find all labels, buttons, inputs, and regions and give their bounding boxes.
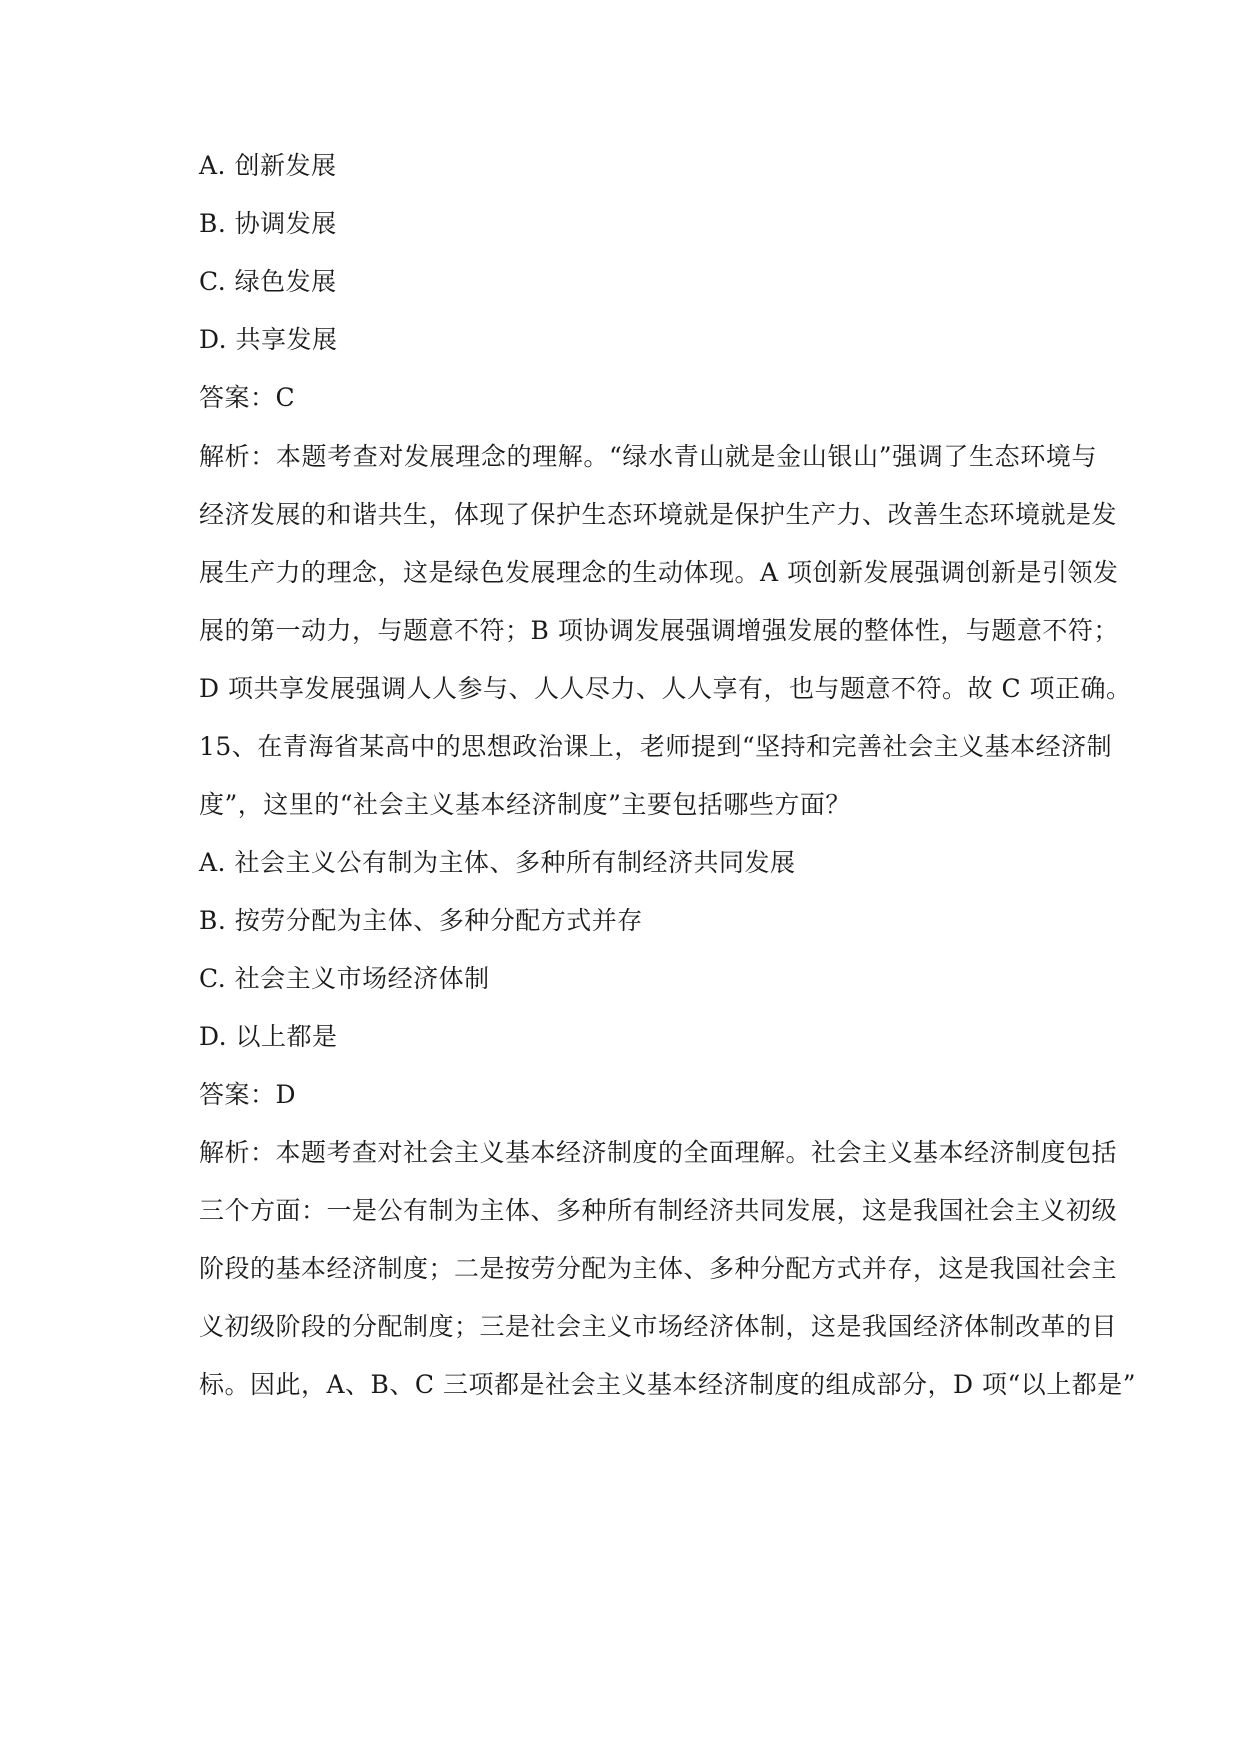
q15-option-a: A. 社会主义公有制为主体、多种所有制经济共同发展 <box>199 848 796 877</box>
q14-analysis-line: 展生产力的理念，这是绿色发展理念的生动体现。A 项创新发展强调创新是引领发 <box>199 558 1119 587</box>
q15-question-line: 度”，这里的“社会主义基本经济制度”主要包括哪些方面？ <box>199 790 851 819</box>
q15-option-c: C. 社会主义市场经济体制 <box>199 964 490 993</box>
q14-analysis-line: 解析：本题考查对发展理念的理解。“绿水青山就是金山银山”强调了生态环境与 <box>199 442 1097 471</box>
q15-analysis-line: 标。因此，A、B、C 三项都是社会主义基本经济制度的组成部分，D 项“以上都是” <box>199 1370 1137 1399</box>
q15-analysis-line: 义初级阶段的分配制度；三是社会主义市场经济体制，这是我国经济体制改革的目 <box>199 1312 1118 1341</box>
q15-answer: 答案：D <box>199 1080 297 1109</box>
q15-option-d: D. 以上都是 <box>199 1022 338 1051</box>
q15-analysis-line: 三个方面：一是公有制为主体、多种所有制经济共同发展，这是我国社会主义初级 <box>199 1196 1118 1225</box>
q14-option-b: B. 协调发展 <box>199 209 337 238</box>
q14-option-d: D. 共享发展 <box>199 325 338 354</box>
q14-analysis-line: 经济发展的和谐共生，体现了保护生态环境就是保护生产力、改善生态环境就是发 <box>199 500 1118 529</box>
q14-analysis-line: 展的第一动力，与题意不符；B 项协调发展强调增强发展的整体性，与题意不符； <box>199 616 1119 645</box>
q15-option-b: B. 按劳分配为主体、多种分配方式并存 <box>199 906 643 935</box>
q14-option-c: C. 绿色发展 <box>199 267 337 296</box>
q15-question-line: 15、在青海省某高中的思想政治课上，老师提到“坚持和完善社会主义基本经济制 <box>199 732 1113 761</box>
q14-answer: 答案：C <box>199 383 296 412</box>
q14-analysis-line: D 项共享发展强调人人参与、人人尽力、人人享有，也与题意不符。故 C 项正确。 <box>199 674 1132 703</box>
q14-option-a: A. 创新发展 <box>199 151 337 180</box>
q15-analysis-line: 解析：本题考查对社会主义基本经济制度的全面理解。社会主义基本经济制度包括 <box>199 1138 1118 1167</box>
q15-analysis-line: 阶段的基本经济制度；二是按劳分配为主体、多种分配方式并存，这是我国社会主 <box>199 1254 1118 1283</box>
